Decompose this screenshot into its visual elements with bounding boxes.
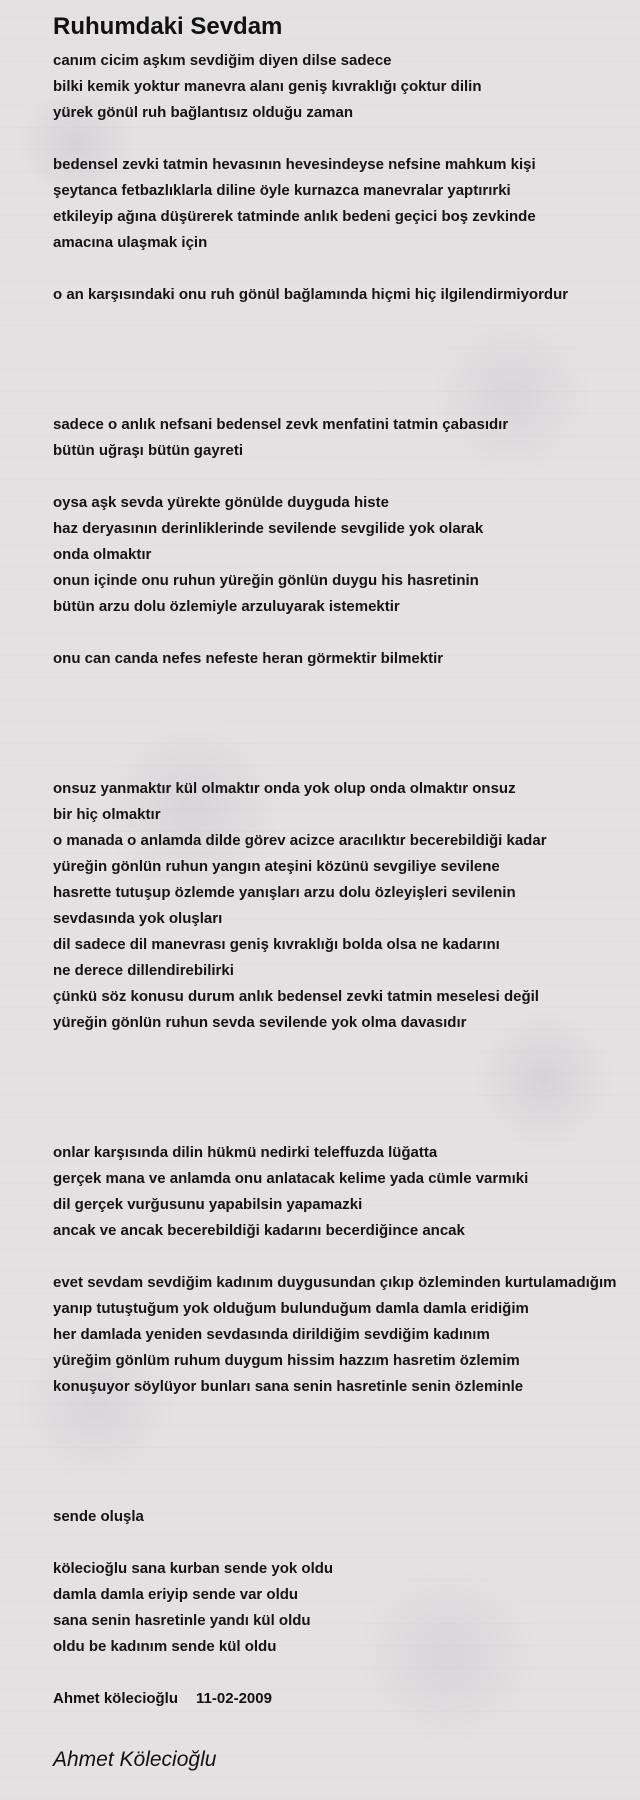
poem-line: canım cicim aşkım sevdiğim diyen dilse sadece — [53, 52, 392, 69]
poem-line: sana senin hasretinle yandı kül oldu — [53, 1612, 311, 1629]
signature-name: Ahmet kölecioğlu — [53, 1690, 179, 1707]
poem-line: yüreğim gönlüm ruhum duygum hissim hazzım hasretim özlemim — [53, 1352, 520, 1369]
poem-line: o manada o anlamda dilde görev acizce aracılıktır becerebildiği kadar — [53, 832, 547, 849]
poem-line: evet sevdam sevdiğim kadınım duygusundan çıkıp özleminden kurtulamadığım — [53, 1274, 617, 1291]
poem-line: onda olmaktır — [53, 546, 152, 563]
poem-line: hasrette tutuşup özlemde yanışları arzu dolu özleyişleri sevilenin — [53, 884, 516, 901]
stanza — [53, 1270, 640, 1400]
stanza — [53, 1140, 640, 1244]
poem-line: yüreğin gönlün ruhun sevda sevilende yok olma davasıdır — [53, 1014, 467, 1031]
poem-line: bir hiç olmaktır — [53, 806, 161, 823]
poem-line: bütün arzu dolu özlemiyle arzuluyarak istemektir — [53, 598, 400, 615]
poem-line: dil sadece dil manevrası geniş kıvraklığı bolda olsa ne kadarını — [53, 936, 500, 953]
poem-line: yüreğin gönlün ruhun yangın ateşini közünü sevgiliye sevilene — [53, 858, 500, 875]
stanza — [53, 152, 640, 256]
poem-line: şeytanca fetbazlıklarla diline öyle kurnazca manevralar yaptırırki — [53, 182, 511, 199]
poem-line: bütün uğraşı bütün gayreti — [53, 442, 243, 459]
poem-title: Ruhumdaki Sevdam — [53, 13, 283, 40]
poem-line: etkileyip ağına düşürerek tatminde anlık bedeni geçici boş zevkinde — [53, 208, 536, 225]
poem-line: damla damla eriyip sende var oldu — [53, 1586, 299, 1603]
stanza — [53, 48, 640, 126]
poem-line: o an karşısındaki onu ruh gönül bağlamında hiçmi hiç ilgilendirmiyordur — [53, 286, 569, 303]
signature-date: 11-02-2009 — [196, 1690, 272, 1707]
poem-line: dil gerçek vurğusunu yapabilsin yapamazki — [53, 1196, 363, 1213]
stanza — [53, 412, 640, 464]
stanza — [53, 646, 640, 672]
poem-line: ancak ve ancak becerebildiği kadarını becerdiğince ancak — [53, 1222, 465, 1239]
stanza — [53, 1504, 640, 1530]
author-name: Ahmet Kölecioğlu — [53, 1748, 217, 1771]
poem-line: çünkü söz konusu durum anlık bedensel zevki tatmin meselesi değil — [53, 988, 539, 1005]
stanza — [53, 490, 640, 620]
poem-line: her damlada yeniden sevdasında dirildiğim sevdiğim kadınım — [53, 1326, 490, 1343]
poem-line: sadece o anlık nefsani bedensel zevk menfatini tatmin çabasıdır — [53, 416, 509, 433]
poem-line: onlar karşısında dilin hükmü nedirki teleffuzda lüğatta — [53, 1144, 438, 1161]
poem-line: oysa aşk sevda yürekte gönülde duyguda histe — [53, 494, 389, 511]
stanza — [53, 282, 640, 308]
poem-line: sevdasında yok oluşları — [53, 910, 223, 927]
poem-line: sende oluşla — [53, 1508, 144, 1525]
poem-line: onu can canda nefes nefeste heran görmektir bilmektir — [53, 650, 444, 667]
poem-line: gerçek mana ve anlamda onu anlatacak kelime yada cümle varmıki — [53, 1170, 529, 1187]
poem-line: bilki kemik yoktur manevra alanı geniş kıvraklığı çoktur dilin — [53, 78, 482, 95]
poem-line: yanıp tutuştuğum yok olduğum bulunduğum damla damla eridiğim — [53, 1300, 529, 1317]
poem-line: konuşuyor söylüyor bunları sana senin hasretinle senin özleminle — [53, 1378, 524, 1395]
poem-line: onun içinde onu ruhun yüreğin gönlün duygu his hasretinin — [53, 572, 479, 589]
poem-line: yürek gönül ruh bağlantısız olduğu zaman — [53, 104, 354, 121]
poem-page — [53, 12, 640, 1772]
poem-line: onsuz yanmaktır kül olmaktır onda yok olup onda olmaktır onsuz — [53, 780, 516, 797]
stanza — [53, 776, 640, 1036]
poem-line: amacına ulaşmak için — [53, 234, 208, 251]
poem-line: haz deryasının derinliklerinde sevilende sevgilide yok olarak — [53, 520, 484, 537]
poem-signature — [53, 1686, 640, 1712]
poem-line: ne derece dillendirebilirki — [53, 962, 234, 979]
poem-line: oldu be kadınım sende kül oldu — [53, 1638, 277, 1655]
poem-line: bedensel zevki tatmin hevasının hevesindeyse nefsine mahkum kişi — [53, 156, 536, 173]
stanza — [53, 1556, 640, 1660]
poem-line: kölecioğlu sana kurban sende yok oldu — [53, 1560, 334, 1577]
